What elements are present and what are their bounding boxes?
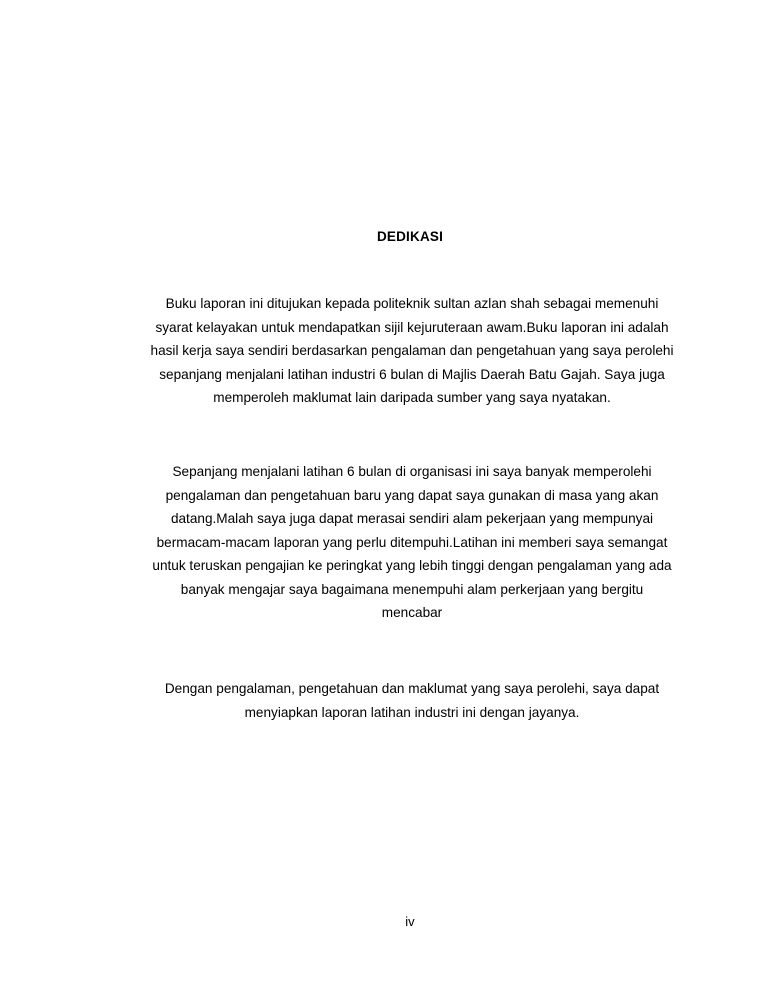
paragraph-3 — [144, 677, 680, 724]
paragraph-2 — [144, 460, 680, 625]
paragraph-line: untuk teruskan pengajian ke peringkat yang lebih tinggi dengan pengalaman yang ada — [152, 558, 672, 573]
paragraph-1 — [144, 292, 680, 410]
paragraph-line: sepanjang menjalani latihan industri 6 bulan di Majlis Daerah Batu Gajah. Saya juga — [159, 366, 665, 382]
paragraph-line: menyiapkan laporan latihan industri ini dengan jayanya. — [244, 704, 580, 720]
paragraph-line: Buku laporan ini ditujukan kepada politeknik sultan azlan shah sebagai memenuhi — [165, 296, 659, 311]
paragraph-line: datang.Malah saya juga dapat merasai sendiri alam pekerjaan yang mempunyai — [170, 511, 654, 526]
paragraph-line: syarat kelayakan untuk mendapatkan sijil kejuruteraan awam.Buku laporan ini adalah — [155, 319, 669, 335]
paragraph-line: pengalaman dan pengetahuan baru yang dapat saya gunakan di masa yang akan — [165, 487, 659, 503]
page-number: iv — [405, 914, 415, 929]
paragraph-line: hasil kerja saya sendiri berdasarkan pengalaman dan pengetahuan yang saya perolehi — [150, 343, 674, 358]
paragraph-line: banyak mengajar saya bagaimana menempuhi alam perkerjaan yang bergitu — [180, 581, 644, 597]
paragraph-line: bermacam-macam laporan yang perlu ditempuhi.Latihan ini memberi saya semangat — [156, 534, 668, 550]
paragraph-line: Sepanjang menjalani latihan 6 bulan di organisasi ini saya banyak memperolehi — [172, 464, 652, 479]
paragraph-line: memperoleh maklumat lain daripada sumber yang saya nyatakan. — [213, 390, 611, 405]
paragraph-line: Dengan pengalaman, pengetahuan dan maklumat yang saya perolehi, saya dapat — [164, 681, 660, 696]
paragraph-line: mencabar — [381, 605, 443, 620]
page-title: DEDIKASI — [376, 229, 444, 244]
